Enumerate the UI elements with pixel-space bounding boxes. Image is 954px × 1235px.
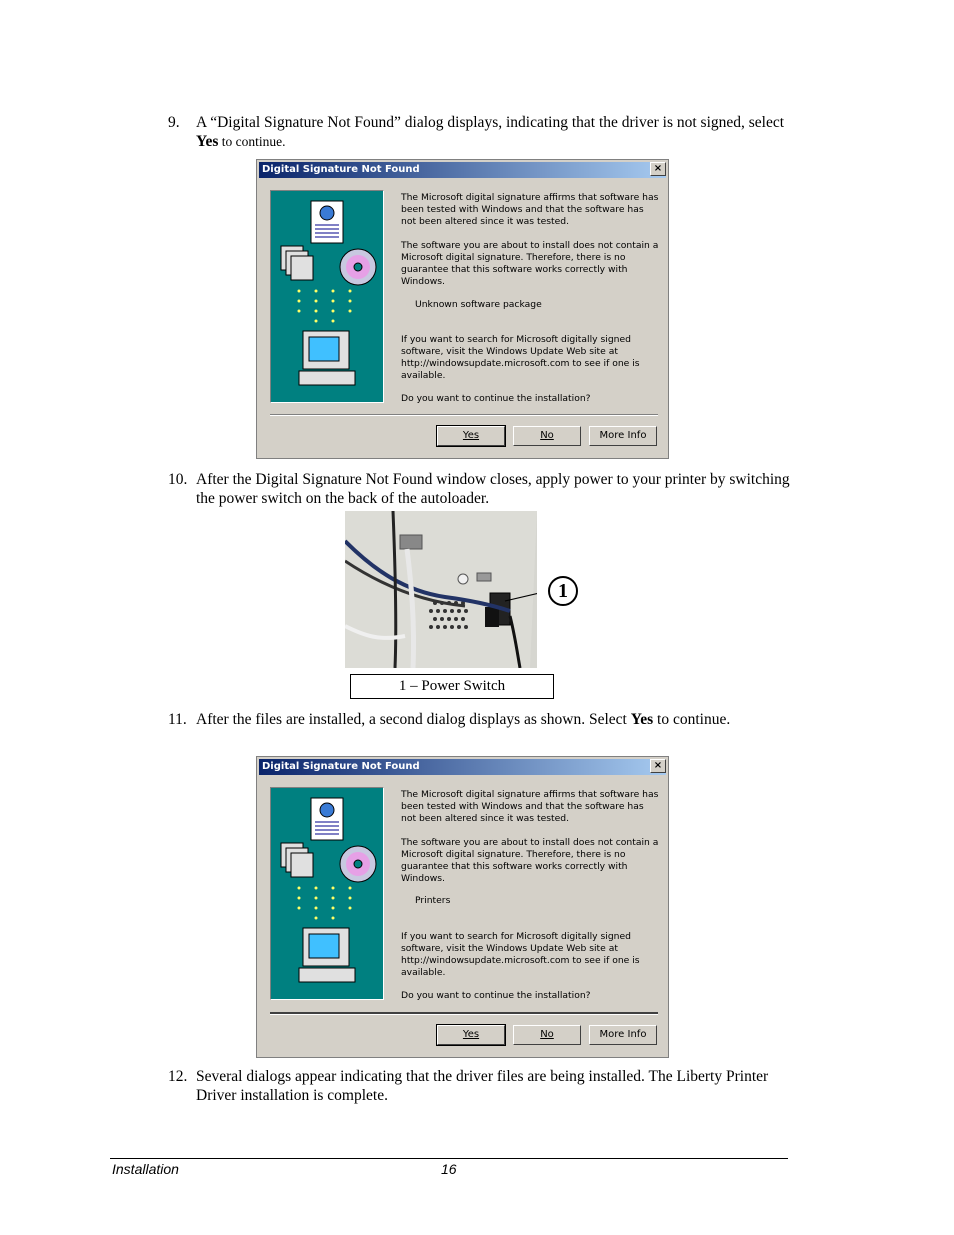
cd-icon: [340, 249, 376, 285]
step-number: 11.: [168, 711, 187, 728]
yes-button[interactable]: Yes: [437, 1025, 505, 1045]
message-paragraph-2: The software you are about to install does not contain a Microsoft digital signature. Therefore, there is no guarantee that this software works correctly with Windows.: [401, 837, 659, 884]
signature-illustration: [270, 787, 384, 1000]
step-text: A “Digital Signature Not Found” dialog displays, indicating that the driver is not signed, select Yes to continue.: [196, 114, 785, 150]
continue-question: Do you want to continue the installation?: [401, 393, 591, 404]
step-text: After the files are installed, a second dialog displays as shown. Select Yes to continue.: [196, 711, 731, 728]
dialog-separator: [270, 414, 658, 416]
software-package-name: Unknown software package: [415, 299, 542, 310]
dialog-title: Digital Signature Not Found: [259, 162, 666, 178]
message-paragraph-3: If you want to search for Microsoft digitally signed software, visit the Windows Update Web site at http://windowsupdate.microsoft.com to see if one is available.: [401, 334, 640, 381]
message-paragraph-1: The Microsoft digital signature affirms that software has been tested with Windows and that the software has not been altered since it was tested.: [401, 192, 659, 227]
footer-section: Installation: [112, 1161, 179, 1177]
document-globe-icon: [311, 201, 343, 243]
software-package-name: Printers: [415, 895, 451, 906]
digital-signature-dialog-1: [256, 159, 669, 459]
computer-icon: [299, 928, 355, 982]
photo-caption: 1 – Power Switch: [350, 674, 554, 699]
yes-button[interactable]: Yes: [437, 426, 505, 446]
more-info-button[interactable]: More Info: [589, 1025, 657, 1045]
computer-icon: [299, 331, 355, 385]
message-paragraph-2: The software you are about to install does not contain a Microsoft digital signature. Therefore, there is no guarantee that this software works correctly with Windows.: [401, 240, 659, 287]
message-paragraph-1: The Microsoft digital signature affirms that software has been tested with Windows and that the software has not been altered since it was tested.: [401, 789, 659, 824]
no-button[interactable]: No: [513, 426, 581, 446]
yes-keyword: Yes: [630, 711, 654, 728]
floppy-disks-icon: [281, 843, 313, 877]
close-button[interactable]: ×: [650, 162, 666, 176]
document-globe-icon: [311, 798, 343, 840]
page-number: 16: [441, 1161, 457, 1177]
dialog-title: Digital Signature Not Found: [259, 759, 666, 775]
continue-question: Do you want to continue the installation?: [401, 990, 591, 1001]
close-button[interactable]: ×: [650, 759, 666, 773]
message-paragraph-3: If you want to search for Microsoft digitally signed software, visit the Windows Update Web site at http://windowsupdate.microsoft.com to see if one is available.: [401, 931, 640, 978]
callout-number-1: 1: [548, 576, 578, 606]
step-number: 12.: [168, 1068, 188, 1085]
more-info-button[interactable]: More Info: [589, 426, 657, 446]
dialog-separator: [270, 1012, 658, 1015]
footer-rule: [110, 1158, 788, 1159]
cd-icon: [340, 846, 376, 882]
signature-illustration: [270, 190, 384, 403]
step-number: 10.: [168, 471, 188, 488]
step-number: 9.: [168, 114, 180, 131]
floppy-disks-icon: [281, 246, 313, 280]
digital-signature-dialog-2: [256, 756, 669, 1058]
yes-keyword: Yes: [196, 133, 219, 150]
step-text: After the Digital Signature Not Found window closes, apply power to your printer by switching the power switch on the back of the autoloader.: [196, 471, 790, 507]
no-button[interactable]: No: [513, 1025, 581, 1045]
step-text: Several dialogs appear indicating that the driver files are being installed. The Liberty Printer Driver installation is complete.: [196, 1068, 769, 1104]
autoloader-back-photo: [345, 511, 537, 668]
